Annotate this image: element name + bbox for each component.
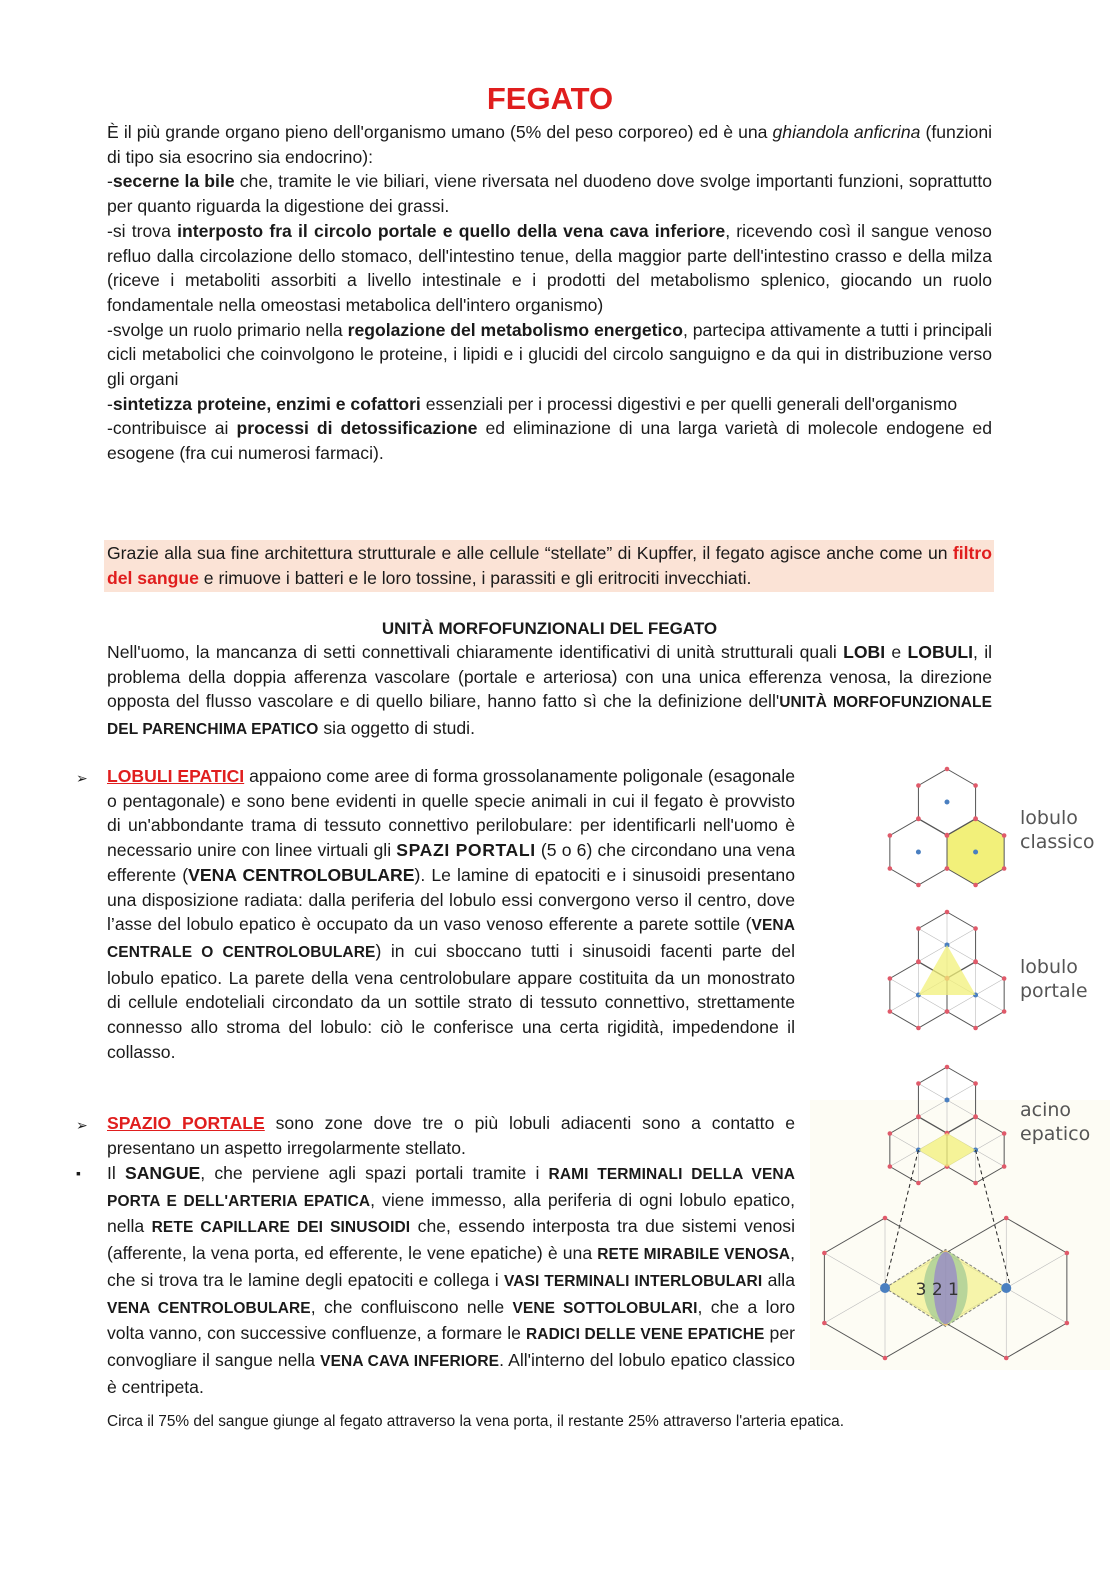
arrow-bullet-icon: ➢ (76, 770, 88, 786)
portal-space-dot (888, 976, 893, 981)
portal-space-dot (916, 883, 921, 888)
portal-space-dot (916, 960, 921, 965)
sinusoid-line (890, 995, 919, 1012)
spazio-paragraph: SPAZIO PORTALE sono zone dove tre o più lobuli adiacenti sono a contatto e presentano un aspetto irregolarmente stellato. (107, 1113, 795, 1158)
lobuli-epatici-link[interactable]: LOBULI EPATICI (107, 766, 245, 786)
central-vein-dot (973, 850, 978, 855)
central-vein-right (1001, 1283, 1011, 1293)
zone-numbers: 3 2 1 (915, 1280, 959, 1300)
sangue-paragraph: Il SANGUE, che perviene agli spazi portali tramite i RAMI TERMINALI DELLA VENA PORTA E DELL'ARTERIA EPATICA, viene immesso, alla periferia di ogni lobulo epatico, nella RETE CAPILLARE DEI SINUSOIDI che, essendo interposta tra due sistemi venosi (afferente, la vena porta, ed efferente, le vene epatiche) è una RETE MIRABILE VENOSA, che si trova tra le lamine degli epatociti e collega i VASI TERMINALI INTERLOBULARI alla VENA CENTROLOBULARE, che confluiscono nelle VENE SOTTOLOBULARI, che a loro volta vanno, con successive confluenze, a formare le RADICI DELLE VENE EPATICHE per convogliare il sangue nella VENA CAVA INFERIORE. All'interno del lobulo epatico classico è centripeta. (107, 1163, 796, 1397)
portal-space-dot (822, 1321, 827, 1326)
intro-paragraph: È il più grande organo pieno dell'organismo umano (5% del peso corporeo) ed è una ghiandola anficrina (funzioni di tipo sia esocrino sia endocrino): (107, 122, 993, 167)
portal-space-dot (973, 960, 978, 965)
portal-triangle (918, 945, 975, 995)
portal-space-dot (973, 926, 978, 931)
portal-space-dot (973, 817, 978, 822)
portal-space-dot (916, 783, 921, 788)
intro-item-detox: -contribuisce ai processi di detossificazione ed eliminazione di una larga varietà di molecole endogene ed esogene (fra cui numerosi farmaci). (107, 418, 992, 464)
portal-space-dot (916, 1181, 921, 1186)
portal-space-dot (883, 1356, 888, 1361)
label-lobulo-classico: lobulo classico (1020, 807, 1095, 853)
portal-space-dot (945, 767, 950, 772)
portal-space-dot (973, 783, 978, 788)
portal-space-dot (1002, 866, 1007, 871)
label-lobulo-portale: lobulo portale (1020, 956, 1088, 1002)
square-bullet-icon: ▪ (76, 1165, 81, 1181)
portal-space-dot (1004, 1356, 1009, 1361)
portal-space-dot (1065, 1251, 1070, 1256)
portal-space-dot (973, 1181, 978, 1186)
intro-item-bile: -secerne la bile che, tramite le vie biliari, viene riversata nel duodeno dove svolge importanti funzioni, soprattutto per quanto riguarda la digestione dei grassi. (107, 171, 992, 217)
sinusoid-line (918, 995, 947, 1012)
portal-space-dot (1002, 1164, 1007, 1169)
intro-item-metabolismo: -svolge un ruolo primario nella regolazione del metabolismo energetico, partecipa attivamente a tutti i principali cicli metabolici che coinvolgono le proteine, i lipidi e i glucidi del circolo sanguigno e da qui in distribuzione verso gli organi (107, 319, 992, 390)
portal-space-dot (973, 1115, 978, 1120)
arrow-bullet-icon: ➢ (76, 1117, 88, 1133)
portal-space-dot (973, 883, 978, 888)
portal-space-dot (973, 1081, 978, 1086)
sinusoid-line (947, 1084, 976, 1101)
sinusoid-line (976, 979, 1005, 996)
portal-space-dot (916, 1081, 921, 1086)
label-acino-epatico: acino epatico (1020, 1099, 1091, 1145)
portal-space-dot (888, 833, 893, 838)
portal-space-dot (945, 866, 950, 871)
sinusoid-line (947, 929, 976, 946)
portal-space-dot (1002, 833, 1007, 838)
portal-space-dot (945, 833, 950, 838)
portal-space-dot (916, 1115, 921, 1120)
portal-space-dot (1065, 1321, 1070, 1326)
portal-space-dot (973, 1026, 978, 1031)
portal-space-dot (916, 817, 921, 822)
spazio-portale-link[interactable]: SPAZIO PORTALE (107, 1113, 265, 1133)
sinusoid-line (947, 995, 976, 1012)
highlight-paragraph: Grazie alla sua fine architettura strutturale e alle cellule “stellate” di Kupffer, il fegato agisce anche come un filtro del sangue e rimuove i batteri e le loro tossine, i parassiti e gli eritrociti invecchiati. (107, 543, 992, 588)
lobuli-paragraph: LOBULI EPATICI appaiono come aree di forma grossolanamente poligonale (esagonale o pentagonale) e sono bene evidenti in quelle specie animali in cui il fegato è provvisto di un'abbondante trama di tessuto connettivo perilobulare: per identificarli nell'uomo è necessario unire con linee virtuali gli SPAZI PORTALI (5 o 6) che circondano una vena efferente (VENA CENTROLOBULARE). Le lamine di epatociti e i sinusoidi presentano una disposizione radiata: dalla periferia del lobulo essi convergono verso il centro, dove l’asse del lobulo epatico è occupato da un vaso venoso efferente a parete sottile (VENA CENTRALE O CENTROLOBULARE) in cui sboccano tutti i sinusoidi facenti parte del lobulo epatico. La parete della vena centrolobulare appare costituita da un monostrato di cellule endoteliali circondato da un sottile strato di tessuto connettivo, strettamente connesso allo stroma del lobulo: ciò le conferisce una certa rigidità, impedendone il collasso. (107, 766, 796, 1062)
central-vein-dot (945, 1098, 950, 1103)
portal-space-dot (822, 1251, 827, 1256)
portal-space-dot (945, 910, 950, 915)
portal-space-dot (945, 1009, 950, 1014)
portal-space-dot (916, 926, 921, 931)
section-paragraph: Nell'uomo, la mancanza di setti connettivali chiaramente identificativi di unità strutturali quali LOBI e LOBULI, il problema della doppia afferenza vascolare (portale e arteriosa) con una unica efferenza venosa, la direzione opposta del flusso vascolare e di quello biliare, hanno fatto sì che la definizione dell'UNITÀ MORFOFUNZIONALE DEL PARENCHIMA EPATICO sia oggetto di studi. (107, 642, 993, 739)
sinusoid-line (890, 979, 919, 996)
intro-item-circolo: -si trova interposto fra il circolo portale e quello della vena cava inferiore, ricevendo così il sangue venoso refluo dalla circolazione dello stomaco, dell'intestino tenue, della maggior parte dell'intestino crasso e della milza (riceve i metaboliti assorbiti a livello intestinale e i prodotti del metabolismo splenico, giocando un ruolo fondamentale nella omeostasi metabolica dell'intero organismo) (107, 220, 992, 315)
central-vein-dot (945, 800, 950, 805)
central-vein-dot (916, 850, 921, 855)
section-heading: UNITÀ MORFOFUNZIONALI DEL FEGATO (381, 619, 718, 638)
sinusoid-line (918, 1084, 947, 1101)
lobulo-portale-diagram (880, 905, 1020, 1045)
portal-space-dot (888, 1009, 893, 1014)
portal-space-dot (888, 866, 893, 871)
portal-space-dot (883, 1216, 888, 1221)
sinusoid-line (918, 929, 947, 946)
portal-space-dot (888, 1164, 893, 1169)
portal-space-dot (888, 1131, 893, 1136)
portal-space-dot (1004, 1216, 1009, 1221)
portal-space-dot (1002, 1009, 1007, 1014)
portal-space-dot (916, 1026, 921, 1031)
intro-text (107, 120, 992, 466)
intro-item-sintesi: -sintetizza proteine, enzimi e cofattori essenziali per i processi digestivi e per quelli generali dell'organismo (107, 393, 958, 414)
sinusoid-line (976, 995, 1005, 1012)
portal-space-dot (945, 1065, 950, 1070)
central-vein-left (880, 1283, 890, 1293)
page-title: FEGATO (486, 81, 614, 116)
lobulo-classico-diagram (880, 762, 1020, 902)
portal-space-dot (1002, 976, 1007, 981)
portal-space-dot (1002, 1131, 1007, 1136)
footnote: Circa il 75% del sangue giunge al fegato attraverso la vena porta, il restante 25% attraverso l'arteria epatica. (107, 1413, 844, 1430)
